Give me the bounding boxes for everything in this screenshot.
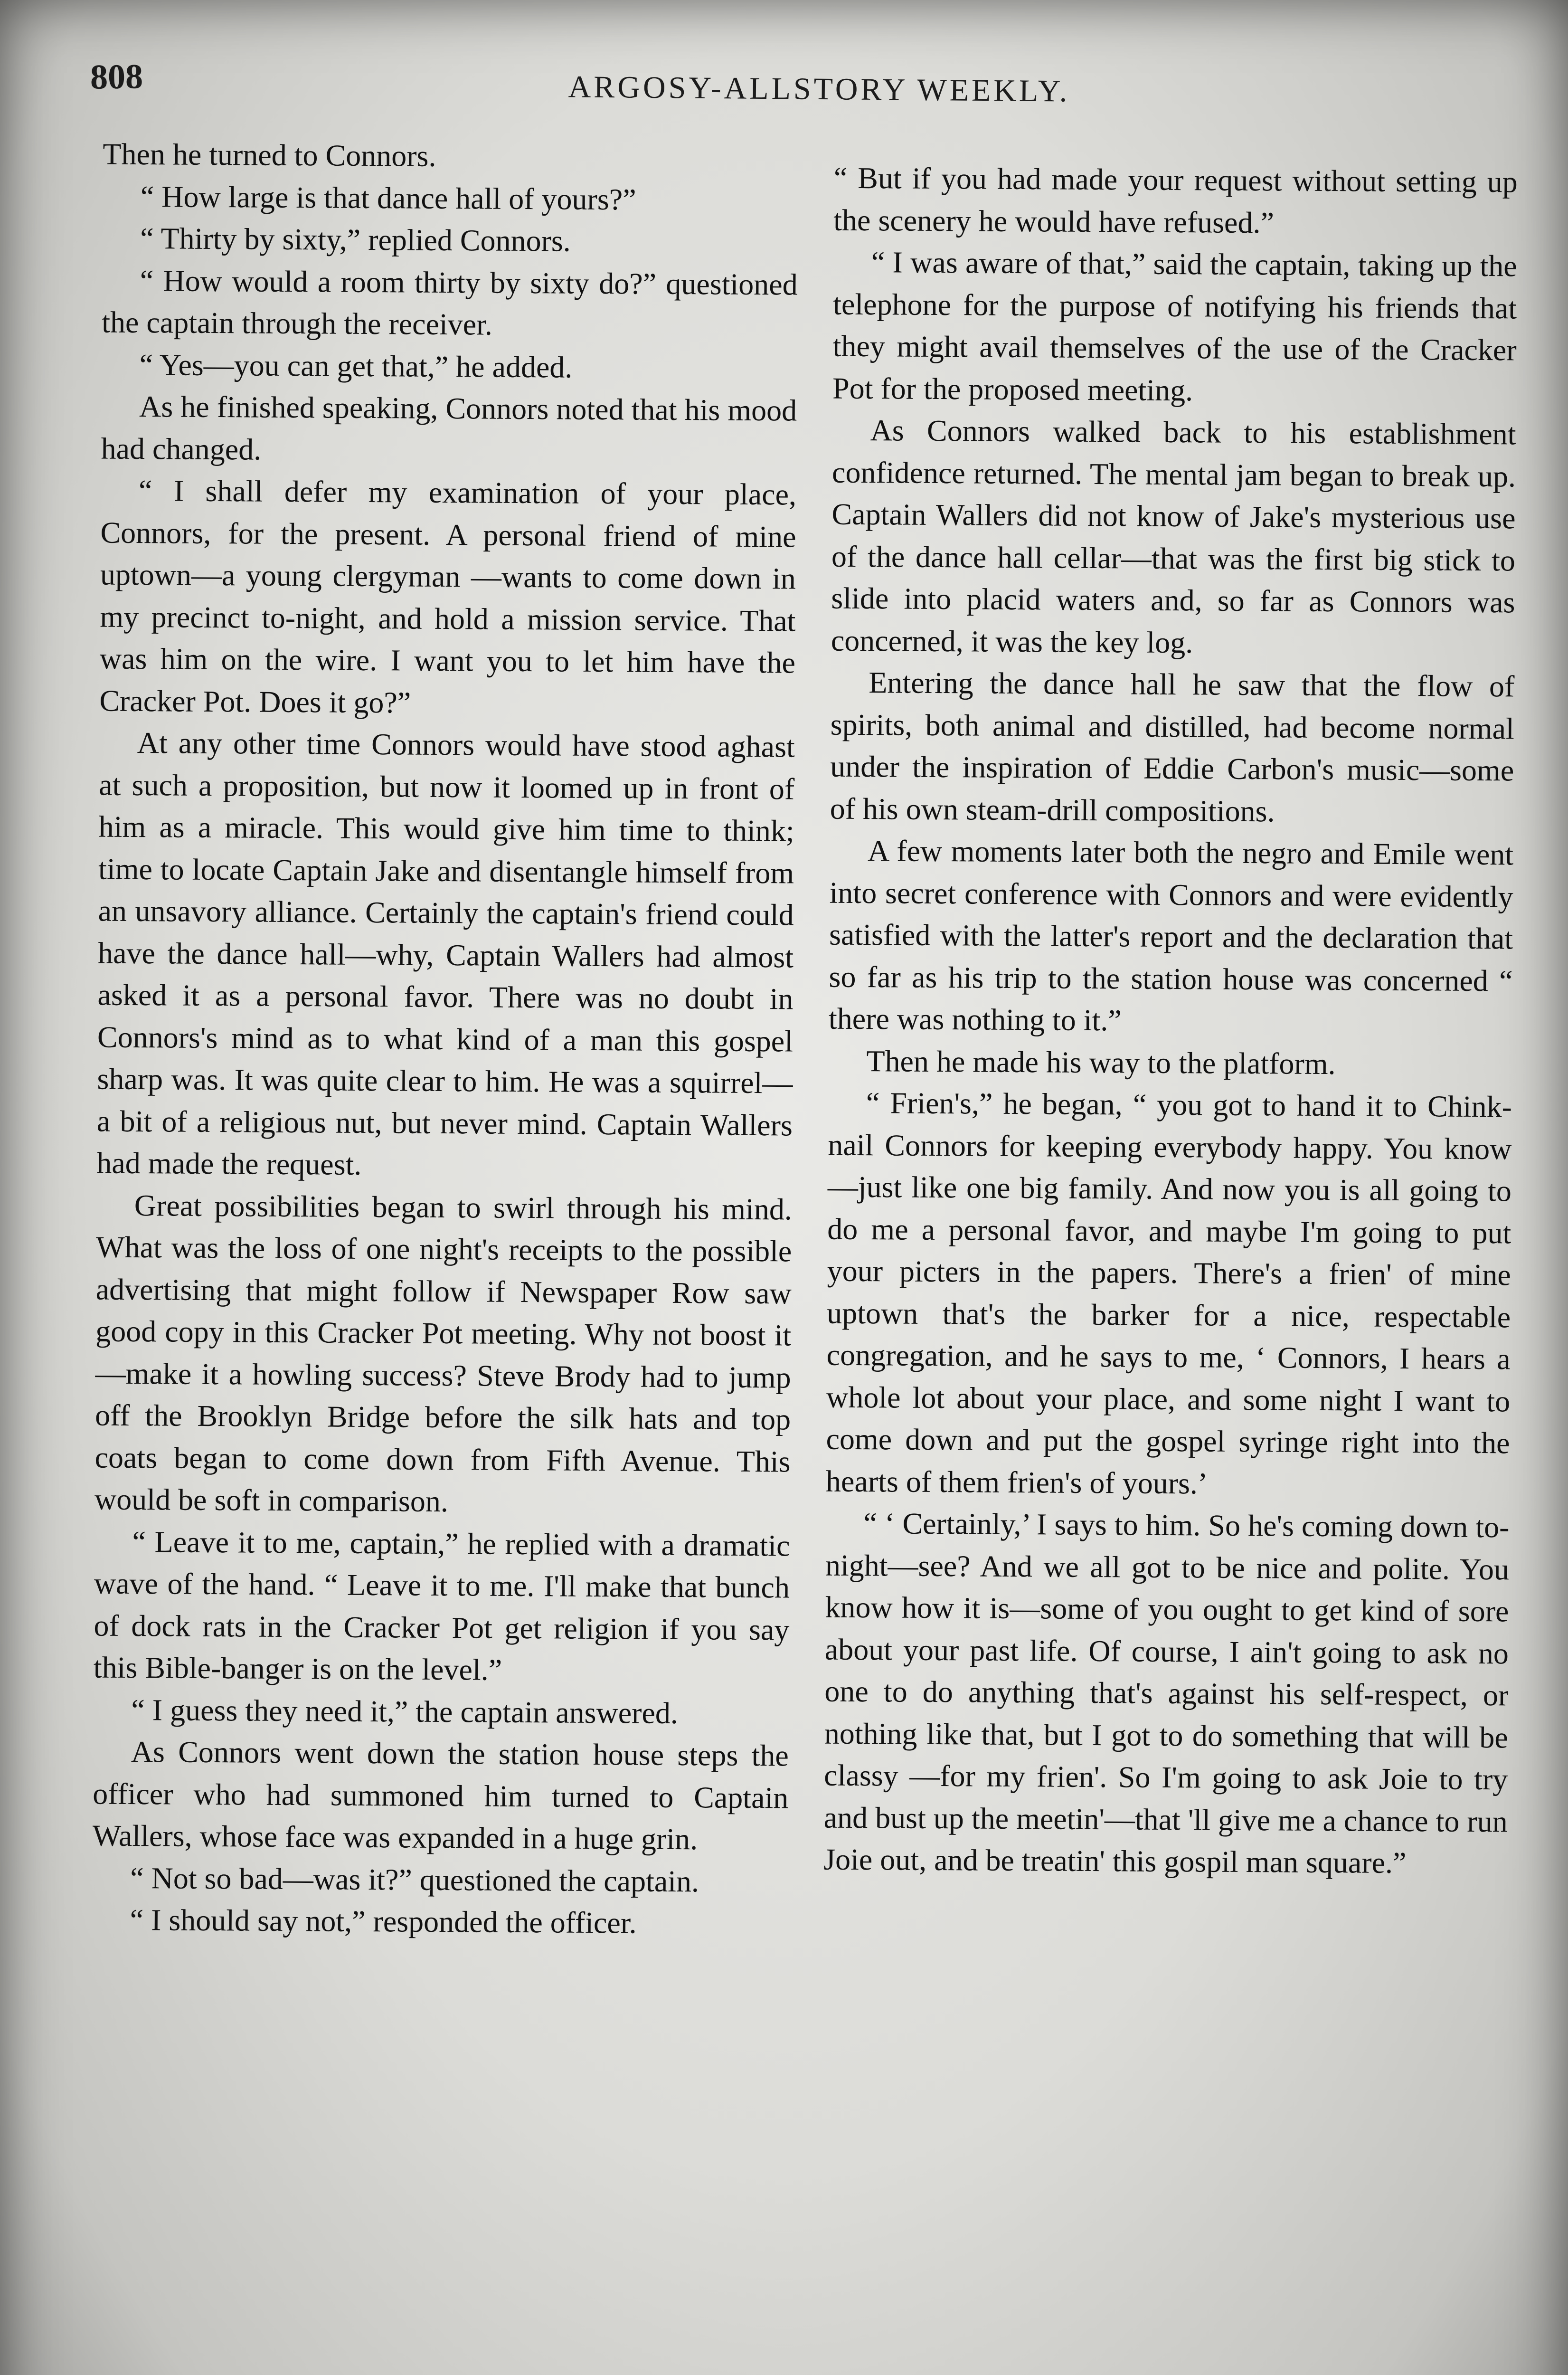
paragraph: “ ‘ Certainly,’ I says to him. So he's coming down to-night—see? And we all got to be nice and polite. You know how it is—some of you ought to get kind of sore about your past life. Of course, I ain't going to ask no one to do anything that's against his self-respect, or nothing like that, but I got to do something that will be classy —for my frien'. So I'm going to ask Joie to try and bust up the meetin'—that 'll give me a chance to run Joie out, and be treatin' this gospil man square.” [823,1506,1510,1880]
paragraph: “ How large is that dance hall of yours?” [140,179,636,216]
paragraph: “ I guess they need it,” the captain answered. [131,1692,679,1730]
paragraph: As Connors walked back to his establishment confidence returned. The mental jam began to break up. Captain Wallers did not know of Jake's mysterious use of the dance hall cellar—that was the first big stick to slide into placid waters and, so far as Connors was concerned, it was the key log. [831,413,1516,659]
paragraph: As Connors went down the station house steps the officer who had summoned him turned to Captain Wallers, whose face was expanded in a huge grin. [92,1734,789,1856]
paragraph: “ Leave it to me, captain,” he replied with a dramatic wave of the hand. “ Leave it to me. I'll make that bunch of dock rats in the Cracker Pot get religion if you say this Bible-banger is on the level.” [93,1524,790,1687]
running-title: ARGOSY-ALLSTORY WEEKLY. [568,69,1070,109]
paragraph: “ Yes—you can get that,” he added. [139,347,573,384]
paragraph: “ I shall defer my examination of your place, Connors, for the present. A personal friend of mine uptown—a young clergyman —wants to come down in my precinct to-night, and hold a mission service. That was him on the wire. I want you to let him have the Cracker Pot. Does it go?” [99,474,797,720]
left-column [92,133,798,1945]
paragraph: At any other time Connors would have stood aghast at such a proposition, but now it loomed up in front of him as a miracle. This would give him time to think; time to locate Captain Jake and disentangle himself from an unsavory alliance. Certainly the captain's friend could have the dance hall—why, Captain Wallers had almost asked it as a personal favor. There was no doubt in Connors's mind as to what kind of a man this gospel sharp was. It was quite clear to him. He was a squirrel—a bit of a religious nut, but never mind. Captain Wallers had made the request. [96,726,795,1181]
paragraph: “ Not so bad—was it?” questioned the captain. [130,1861,699,1898]
paragraph: Great possibilities began to swirl through his mind. What was the loss of one night's receipts to the possible advertising that might follow if Newspaper Row saw good copy in this Cracker Pot meeting. Why not boost it—make it a howling success? Steve Brody had to jump off the Brooklyn Bridge before the silk hats and top coats began to come down from Fifth Avenue. This would be soft in comparison. [94,1188,793,1519]
paragraph: “ How would a room thirty by sixty do?” questioned the captain through the receiver. [101,263,798,342]
paragraph: “ I should say not,” responded the officer. [130,1902,637,1940]
paragraph: “ Thirty by sixty,” replied Connors. [140,221,571,258]
paragraph: “ I was aware of that,” said the captain, taking up the telephone for the purpose of notifying his friends that they might avail themselves of the use of the Cracker Pot for the proposed meeting. [832,245,1517,407]
paragraph: Entering the dance hall he saw that the flow of spirits, both animal and distilled, had become normal under the inspiration of Eddie Carbon's music—some of his own steam-drill compositions. [830,665,1515,828]
paragraph: A few moments later both the negro and Emile went into secret conference with Connors and were evidently satisfied with the latter's report and the declaration that so far as his trip to the station house was concerned “ there was nothing to it.” [828,834,1514,1037]
page-number: 808 [90,57,143,97]
paragraph: Then he turned to Connors. [103,137,436,173]
paragraph: “ But if you had made your request without setting up the scenery he would have refused.” [833,161,1518,239]
paragraph: Then he made his way to the platform. [866,1044,1336,1081]
right-column [823,157,1518,1885]
paragraph: As he finished speaking, Connors noted that his mood had changed. [101,390,797,466]
paragraph: “ Frien's,” he began, “ you got to hand it to Chink-nail Connors for keeping everybody happy. You know—just like one big family. And now you is all going to do me a personal favor, and maybe I'm going to put your picters in the papers. There's a frien' of mine uptown that's the barker for a nice, respectable congregation, and he says to me, ‘ Connors, I hears a whole lot about your place, and some night I want to come down and put the gospel syringe right into the hearts of them frien's of yours.’ [825,1086,1512,1500]
